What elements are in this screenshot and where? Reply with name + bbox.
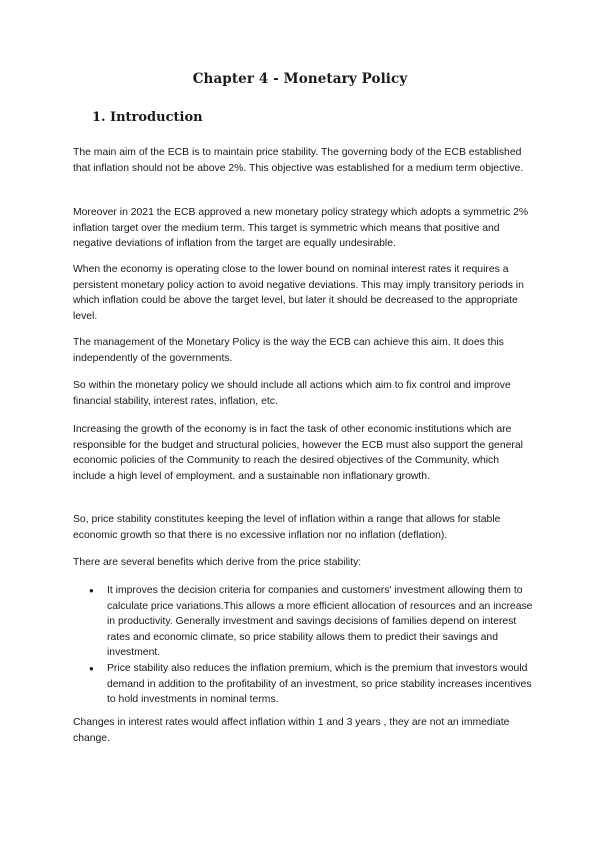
paragraph-4: The management of the Monetary Policy is the way the ECB can achieve this aim. It does this independently of the governments.: [73, 337, 504, 364]
paragraph-5: So within the monetary policy we should include all actions which aim to fix control and improve financial stability, interest rates, inflation, etc.: [73, 380, 511, 407]
benefits-list: [73, 583, 533, 708]
list-item: [73, 661, 533, 708]
paragraph-2: Moreover in 2021 the ECB approved a new monetary policy strategy which adopts a symmetric 2% inflation target over the medium term. This target is symmetric which means that positive and negative deviations of inflation from the target are equally undesirable.: [73, 207, 529, 250]
section-heading: [92, 110, 203, 125]
closing-paragraph: Changes in interest rates would affect inflation within 1 and 3 years , they are not an immediate change.: [73, 717, 510, 744]
section-title: Introduction: [110, 110, 203, 125]
paragraph-1: The main aim of the ECB is to maintain price stability. The governing body of the ECB established that inflation should not be above 2%. This objective was established for a medium term objective.: [73, 147, 524, 174]
bullet-icon: ●: [89, 586, 94, 595]
paragraph-3: When the economy is operating close to the lower bound on nominal interest rates it requires a persistent monetary policy action to avoid negative deviations. This may imply transitory periods in which inflation could be above the target level, but later it should be decreased to the appropriate level.: [73, 264, 524, 322]
section-number: 1.: [92, 110, 106, 125]
bullet-icon: ●: [89, 663, 94, 673]
list-item-text: It improves the decision criteria for companies and customers' investment allowing them to calculate price variations.This allows a more efficient allocation of resources and an increase in productivity. Generally investment and savings decisions of families depend on interest rates and economic climate, so price stability allows them to predict their savings and investment.: [107, 585, 533, 659]
chapter-title: Chapter 4 - Monetary Policy: [192, 71, 408, 87]
paragraph-8: There are several benefits which derive from the price stability:: [73, 557, 362, 568]
paragraph-7: So, price stability constitutes keeping the level of inflation within a range that allows for stable economic growth so that there is no excessive inflation nor no inflation (deflation).: [73, 514, 501, 541]
list-item: [73, 583, 533, 661]
paragraph-6: Increasing the growth of the economy is in fact the task of other economic institutions which are responsible for the budget and structural policies, however the ECB must also support the general economic policies of the Community to reach the desired objectives of the Community, which include a high level of employment. and a sustainable non inflationary growth.: [73, 424, 523, 482]
list-item-text: Price stability also reduces the inflation premium, which is the premium that investors would demand in addition to the profitability of an investment, so price stability increases incentives to hold investments in nominal terms.: [107, 662, 532, 706]
